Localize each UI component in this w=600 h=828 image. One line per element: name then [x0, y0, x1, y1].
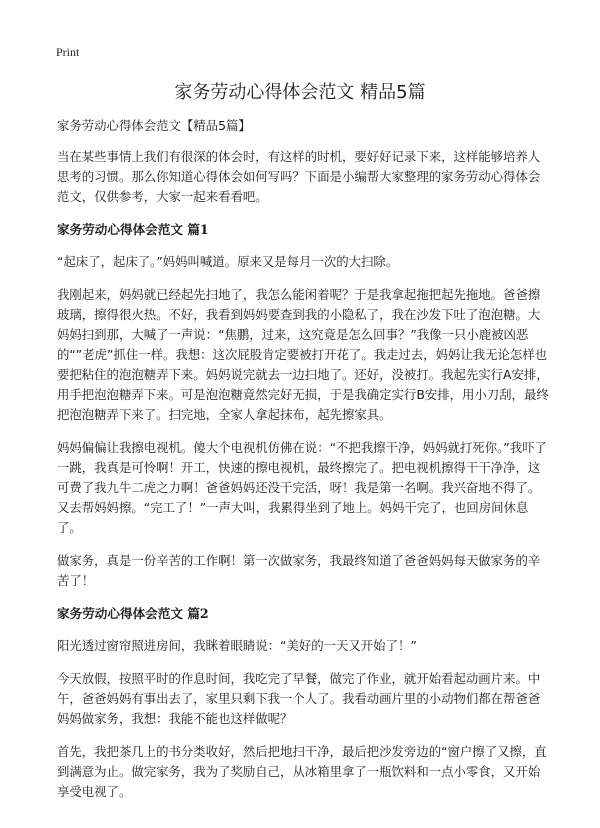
article-subtitle: 家务劳动心得体会范文【精品5篇】 — [57, 118, 251, 133]
print-link[interactable]: Print — [56, 45, 80, 59]
section2-paragraph: 今天放假，按照平时的作息时间，我吃完了早餐，做完了作业，就开始看起动画片来。中午，爸爸妈妈有事出去了，家里只剩下我一个人了。我看动画片里的小动物们都在帮爸爸妈妈做家务，我想：我能不能也这样做呢？ — [57, 671, 541, 726]
section1-paragraph: 妈妈偏偏让我擦电视机。傻大个电视机仿佛在说：“不把我擦干净，妈妈就打死你。”我吓了一跳，我真是可怜啊！开工，快速的擦电视机，最终擦完了。把电视机擦得干干净净，这可费了我九牛二虎之力啊！爸爸妈妈还没干完活，呀！我是第一名啊。我兴奋地不得了。又去帮妈妈擦。“完工了！”一声大叫，我累得坐到了地上。妈妈干完了，也回房间休息了。 — [57, 440, 547, 535]
section2-paragraph: 首先，我把茶几上的书分类收好，然后把地扫干净，最后把沙发旁边的“窗户擦了又擦，直到满意为止。做完家务，我为了奖励自己，从冰箱里拿了一瓶饮料和一点小零食，又开始享受电视了。 — [57, 744, 547, 799]
section2-paragraph: 阳光透过窗帘照进房间，我眯着眼睛说：“美好的一天又开始了！” — [57, 638, 417, 653]
section1-paragraph: “起床了，起床了。”妈妈叫喊道。原来又是每月一次的大扫除。 — [57, 254, 399, 269]
section-heading-2: 家务劳动心得体会范文 篇2 — [57, 606, 209, 621]
section-heading-1: 家务劳动心得体会范文 篇1 — [57, 222, 209, 237]
article-body — [57, 116, 549, 815]
section1-paragraph: 做家务，真是一份辛苦的工作啊！第一次做家务，我最终知道了爸爸妈妈每天做家务的辛苦了！ — [57, 553, 541, 588]
intro-paragraph: 当在某些事情上我们有很深的体会时，有这样的时机，要好好记录下来，这样能够培养人思考的习惯。那么你知道心得体会如何写吗？下面是小编帮大家整理的家务劳动心得体会范文，仅供参考，大家一起来看看吧。 — [57, 149, 541, 204]
section1-paragraph: 我刚起来，妈妈就已经起先扫地了，我怎么能闲着呢？于是我拿起拖把起先拖地。爸爸擦玻璃，擦得很火热。不好，我看到妈妈要查到我的小隐私了，我在沙发下吐了泡泡糖。大妈妈扫到那，大喊了一声说：“焦鹏，过来，这究竟是怎么回事？”我像一只小鹿被凶恶的“”老虎”抓住一样。我想：这次屁股肯定要被打开花了。我走过去，妈妈让我无论怎样也要把粘住的泡泡糖弄下来。妈妈说完就去一边扫地了。还好，没被打。我起先实行A安排，用手把泡泡糖弄下来。可是泡泡糖竟然完好无损，于是我确定实行B安排，用小刀刮，最终把泡泡糖弄下来了。扫完地，全家人拿起抹布，起先擦家具。 — [57, 287, 549, 422]
page-title: 家务劳动心得体会范文 精品5篇 — [174, 82, 426, 103]
